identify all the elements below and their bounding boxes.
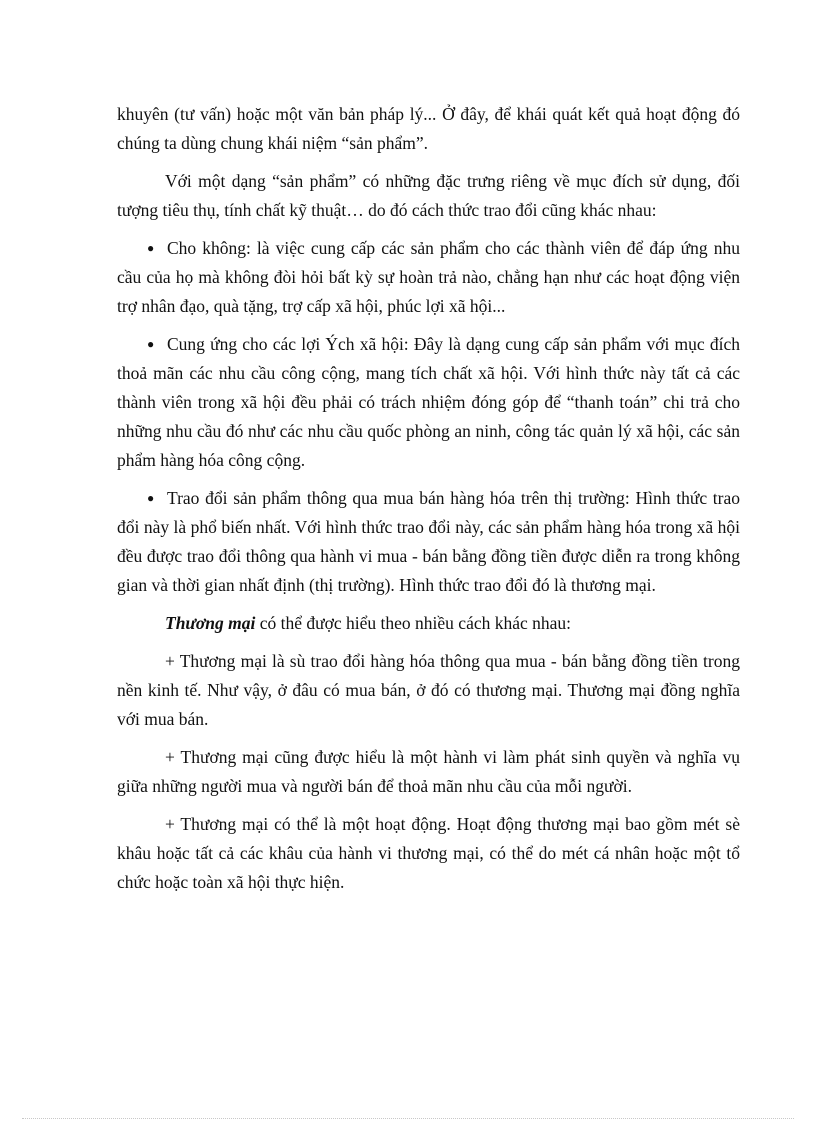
bullet-item-text: Cho không: là việc cung cấp các sản phẩm cho các thành viên để đáp ứng nhu cầu của họ mà không đòi hỏi bất kỳ sự hoàn trả nào, chẳng hạn như các hoạt động viện trợ nhân đạo, quà tặng, trợ cấp xã hội, phúc lợi xã hội... <box>117 238 740 316</box>
definition-text: có thể được hiểu theo nhiều cách khác nhau: <box>255 613 572 633</box>
bullet-icon: ● <box>147 491 155 505</box>
defined-term: Thương mại <box>165 613 256 633</box>
paragraph-meaning-1: + Thương mại là sù trao đổi hàng hóa thông qua mua - bán bằng đồng tiền trong nền kinh tế. Như vậy, ở đâu có mua bán, ở đó có thương mại. Thương mại đồng nghĩa với mua bán. <box>117 651 740 729</box>
paragraph-exchange-forms: Với một dạng “sản phẩm” có những đặc trưng riêng về mục đích sử dụng, đối tượng tiêu thụ, tính chất kỹ thuật… do đó cách thức trao đổi cũng khác nhau: <box>117 171 740 220</box>
bullet-item-text: Trao đổi sản phẩm thông qua mua bán hàng hóa trên thị trường: Hình thức trao đổi này là phổ biến nhất. Với hình thức trao đổi này, các sản phẩm hàng hóa trong xã hội đều được trao đổi thông qua hành vi mua - bán bằng đồng tiền được diễn ra trong không gian và thời gian nhất định (thị trường). Hình thức trao đổi đó là thương mại. <box>117 488 740 595</box>
bullet-icon: ● <box>147 337 155 351</box>
paragraph-meaning-3: + Thương mại có thể là một hoạt động. Hoạt động thương mại bao gồm mét sè khâu hoặc tất cả các khâu của hành vi thương mại, có thể do mét cá nhân hoặc một tổ chức hoặc toàn xã hội thực hiện. <box>117 814 740 892</box>
bullet-item-free-giving <box>117 234 740 321</box>
bullet-item-market-exchange <box>117 484 740 600</box>
paragraph-definition <box>117 609 740 638</box>
bullet-item-text: Cung ứng cho các lợi Ých xã hội: Đây là dạng cung cấp sản phẩm với mục đích thoả mãn các nhu cầu công cộng, mang tích chất xã hội. Với hình thức này tất cả các thành viên trong xã hội đều phải có trách nhiệm đóng góp để “thanh toán” chi trả cho những nhu cầu đó như các nhu cầu quốc phòng an ninh, công tác quản lý xã hội, các sản phẩm hàng hóa công cộng. <box>117 334 740 470</box>
document-body <box>117 100 740 906</box>
paragraph-continuation: khuyên (tư vấn) hoặc một văn bản pháp lý... Ở đây, để khái quát kết quả hoạt động đó chúng ta dùng chung khái niệm “sản phẩm”. <box>117 104 740 153</box>
bullet-icon: ● <box>147 241 155 255</box>
bullet-item-social-benefit <box>117 330 740 475</box>
page-bottom-rule <box>22 1118 794 1119</box>
paragraph-meaning-2: + Thương mại cũng được hiểu là một hành vi làm phát sinh quyền và nghĩa vụ giữa những người mua và người bán để thoả mãn nhu cầu của mỗi người. <box>117 747 740 796</box>
